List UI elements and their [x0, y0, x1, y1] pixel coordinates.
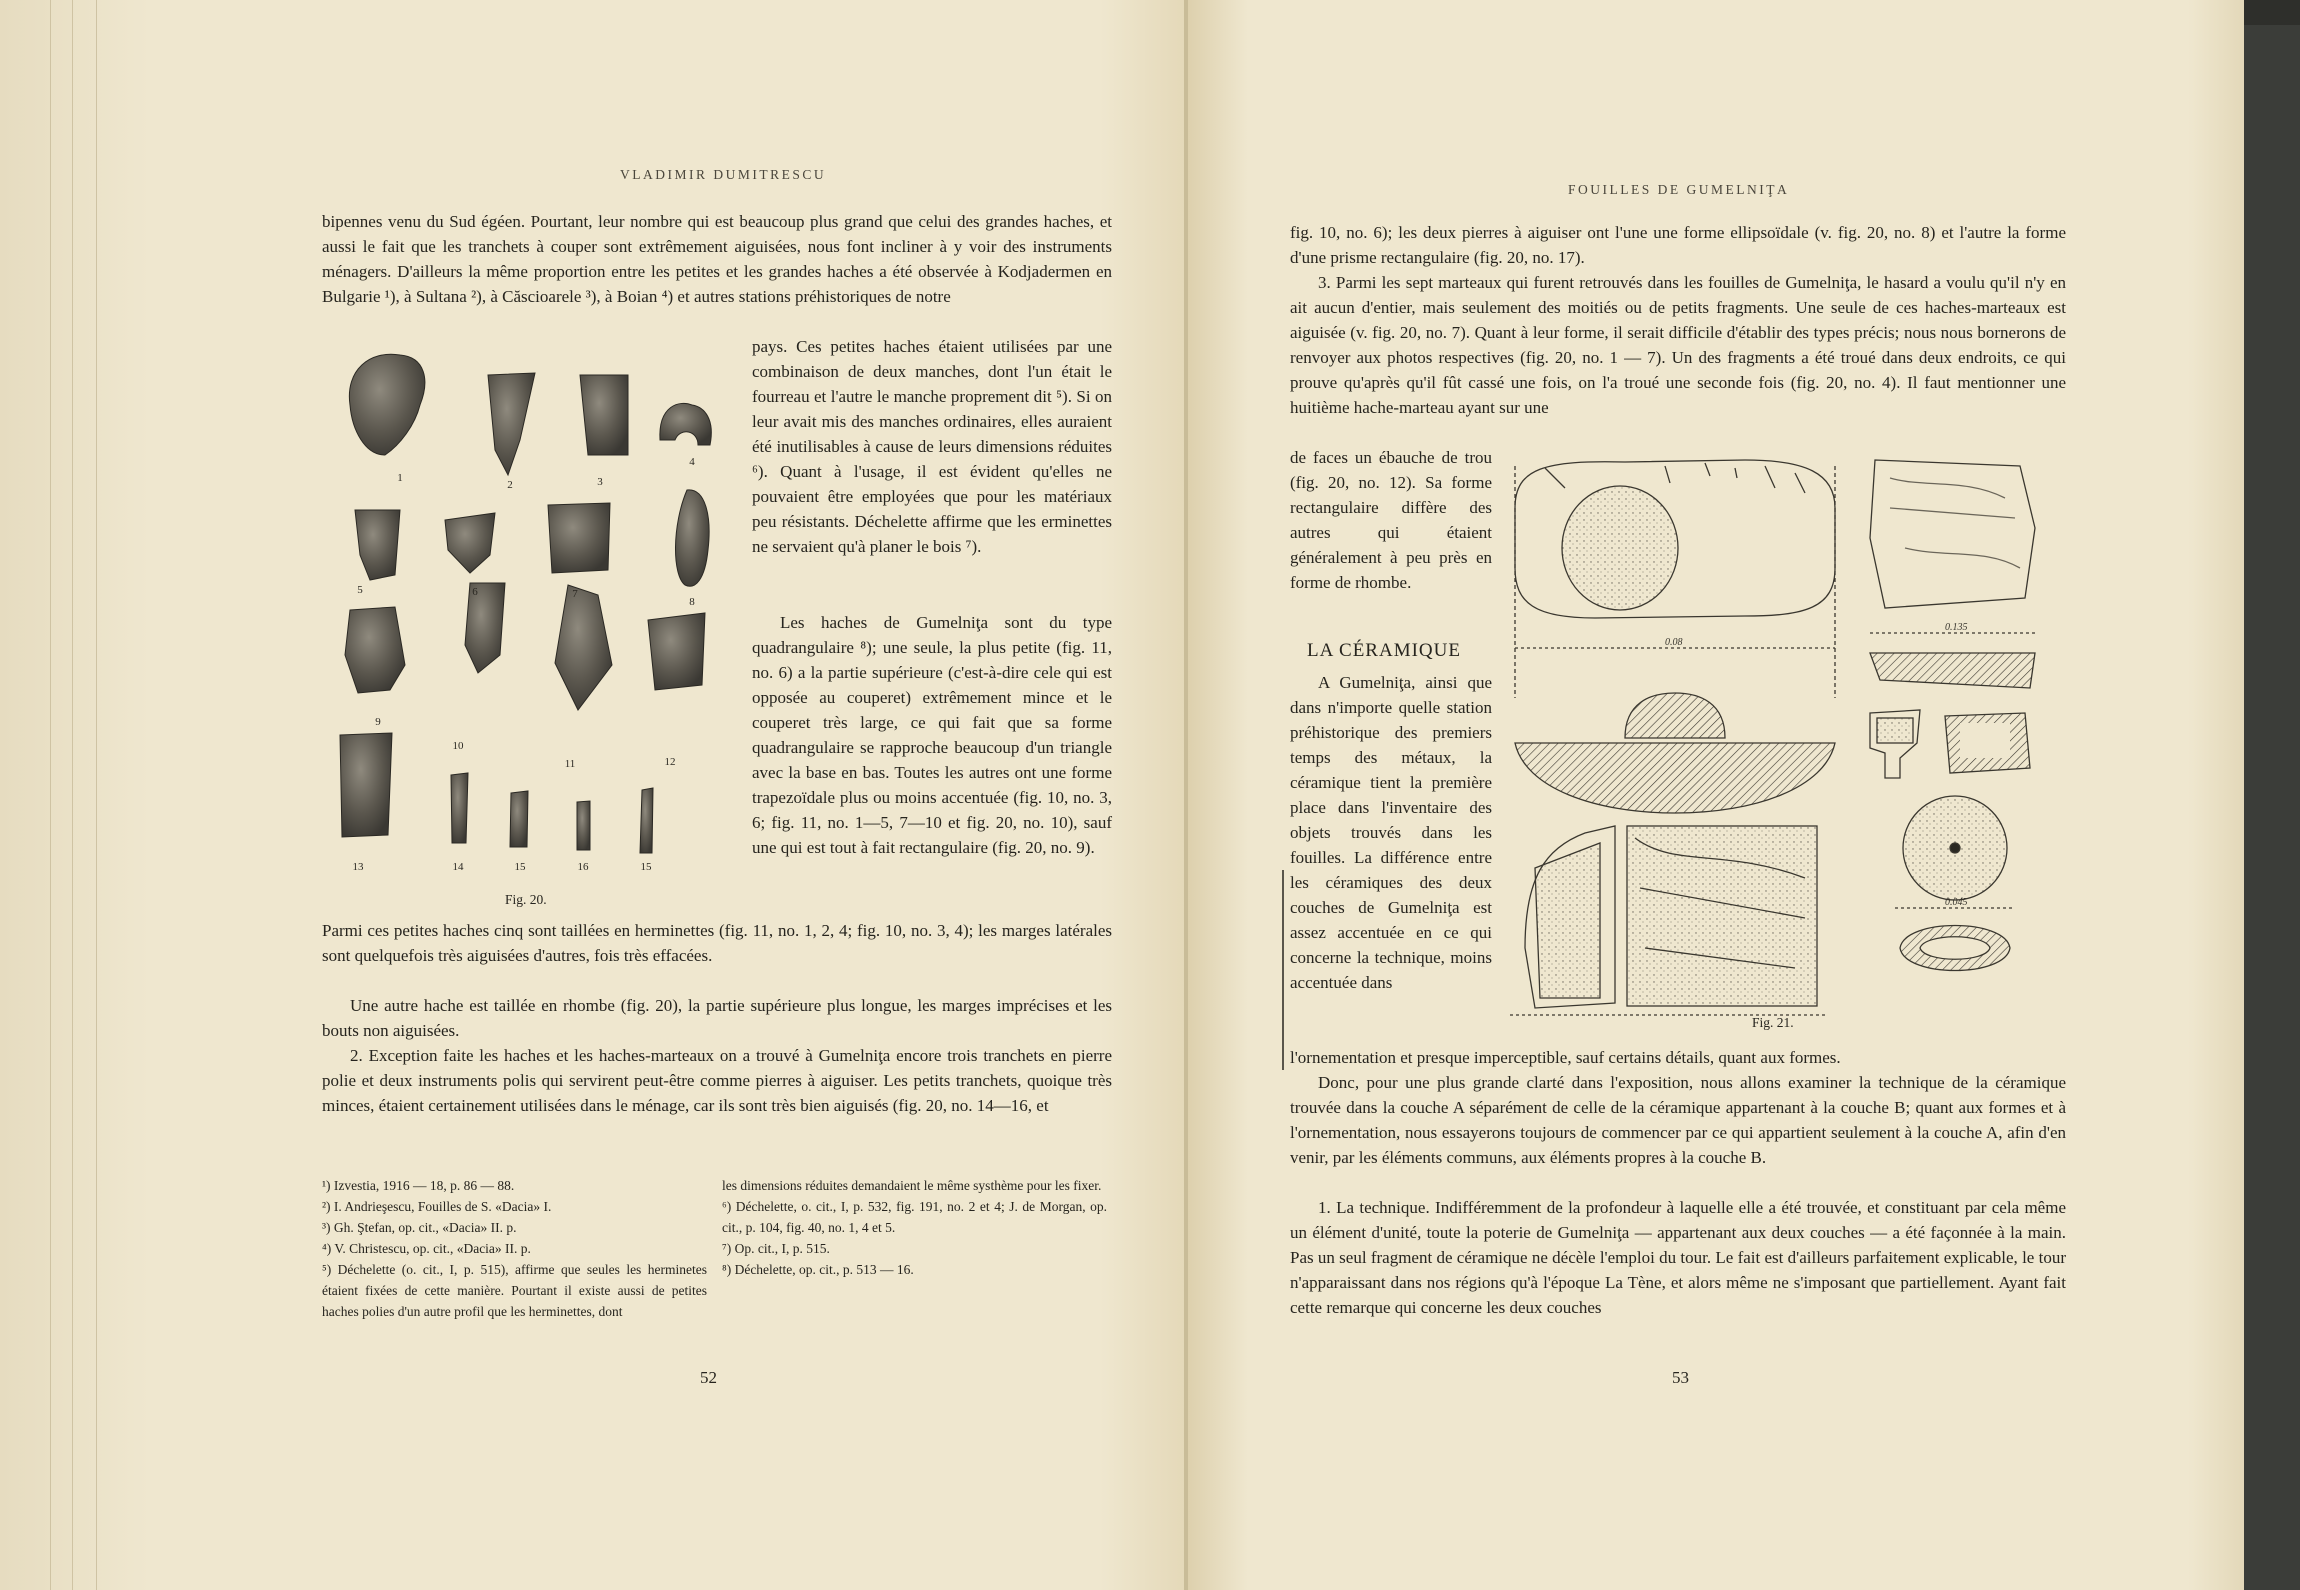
- paragraph: Donc, pour une plus grande clarté dans l'exposition, nous allons examiner la technique de la céramique trouvée dans la couche A séparément de celle de la céramique appartenant à la couche B; quant aux formes et à l'ornementation, nous essayerons toujours de commencer par ce qui appartient seulement à la couche A, afin d'en venir, par les éléments communs, aux éléments propres à la couche B.: [1290, 1073, 2066, 1167]
- axe-10: [465, 583, 505, 673]
- fig-number: 13: [352, 861, 364, 873]
- fig-number: 7: [572, 588, 578, 600]
- paragraph: 1. La technique. Indifféremment de la profondeur à laquelle elle a été trouvée, et constituant par cela même un élément d'unité, toute la poterie de Gumelniţa — appartenant aux deux couches — a été façonnée à la main. Pas un seul fragment de céramique ne décèle l'emploi du tour. Le fait est d'ailleurs parfaitement explicable, le tour n'apparaissant dans nos régions qu'à l'époque La Tène, et alors même ne s'imposant que partiellement. Ayant fait cette remarque qui concerne les deux couches: [1290, 1198, 2066, 1317]
- fig-number: 2: [507, 479, 513, 491]
- paragraph: l'ornementation et presque imperceptible, sauf certains détails, quant aux formes.: [1290, 1048, 1841, 1067]
- paragraph: bipennes venu du Sud égéen. Pourtant, leur nombre qui est beaucoup plus grand que celui des grandes haches, et aussi le fait que les tranchets à couper sont extrêmement aiguisées, nous font incliner à y voir des instruments ménagers. D'ailleurs la même proportion entre les petites et les grandes haches a été observée à Kodjadermen en Bulgarie ¹), à Sultana ²), à Căscioarele ³), à Boian ⁴) et autres stations préhistoriques de notre: [322, 212, 1112, 306]
- fragment-top-right: [1870, 460, 2035, 608]
- grinding-surface: [1562, 486, 1678, 610]
- axe-hammer-4: [660, 403, 711, 445]
- fig-number: 5: [357, 584, 363, 596]
- fragment-profile-right: [1870, 653, 2035, 688]
- section-title: LA CÉRAMIQUE: [1307, 640, 1461, 661]
- axe-3: [580, 375, 628, 455]
- fig-number: 8: [689, 596, 695, 608]
- paragraph: Une autre hache est taillée en rhombe (fig. 20), la partie supérieure plus longue, les marges imprécises et les bouts non aiguisées.: [322, 996, 1112, 1040]
- page-edge: [50, 0, 51, 1590]
- figure-20-caption: Fig. 20.: [505, 892, 547, 907]
- fig-number: 4: [689, 456, 695, 468]
- axe-rhombe-11: [555, 585, 612, 710]
- dim-label: 0.045: [1945, 897, 1968, 908]
- axe-6: [445, 513, 495, 573]
- figure-20-stone-tools: [330, 345, 730, 890]
- footnote: ³) Gh. Ştefan, op. cit., «Dacia» II. p.: [322, 1220, 517, 1235]
- page-edge: [96, 0, 97, 1590]
- paragraph: Parmi ces petites haches cinq sont taillées en herminettes (fig. 11, no. 1, 2, 4; fig. 10, no. 3, 4); les marges latérales sont quelquefois très aiguisées d'autres, fois très effacées.: [322, 921, 1112, 965]
- page-number-right: 53: [1672, 1368, 1689, 1387]
- paragraph: pays. Ces petites haches étaient utilisées par une combinaison de deux manches, dont l'un était le fourreau et l'autre le manche proprement dit ⁵). Si on leur avait mis des manches ordinaires, elles auraient été inutilisables à cause de leurs dimensions réduites ⁶). Quant à l'usage, il est évident qu'elles ne pouvaient être employées que pour les matériaux peu résistants. Déchelette affirme que les erminettes ne servaient qu'à planer le bois ⁷).: [752, 337, 1112, 556]
- footnote: ⁷) Op. cit., I, p. 515.: [722, 1241, 830, 1256]
- whetstone-8: [675, 490, 709, 586]
- fig-number: 1: [397, 472, 403, 484]
- fig-number: 15: [640, 861, 652, 873]
- figure-21-caption: Fig. 21.: [1752, 1015, 1794, 1030]
- footnote: ⁸) Déchelette, op. cit., p. 513 — 16.: [722, 1262, 914, 1277]
- fig-number: 10: [452, 740, 464, 752]
- axe-9: [345, 607, 405, 693]
- chisel-16: [577, 801, 590, 850]
- paragraph: A Gumelniţa, ainsi que dans n'importe quelle station préhistorique des premiers temps des métaux, la céramique tient la première place dans l'inventaire des objets trouvés dans les fouilles. La différence entre les céramiques des deux couches de Gumelniţa est assez accentuée en ce qui concerne la technique, moins accentuée dans: [1290, 673, 1492, 992]
- footnote: ⁶) Déchelette, o. cit., I, p. 532, fig. 191, no. 2 et 4; J. de Morgan, op. cit., p. 104, fig. 40, no. 1, 4 et 5.: [722, 1199, 1107, 1235]
- footnote: ⁴) V. Christescu, op. cit., «Dacia» II. p.: [322, 1241, 531, 1256]
- figure-21-technical-drawing: [1505, 448, 2065, 1028]
- footnotes-column-1: [322, 1175, 707, 1322]
- millstone-profile: [1515, 743, 1835, 813]
- fig-number: 3: [597, 476, 603, 488]
- paragraph: de faces un ébauche de trou (fig. 20, no. 12). Sa forme rectangulaire diffère des autres qui étaient généralement à peu près en forme de rhombe.: [1290, 448, 1492, 592]
- paragraph: fig. 10, no. 6); les deux pierres à aiguiser ont l'une une forme ellipsoïdale (v. fig. 20, no. 8) et l'autre la forme d'une prisme rectangulaire (fig. 20, no. 17).: [1290, 223, 2066, 267]
- footnote: ⁵) Déchelette (o. cit., I, p. 515), affirme que seules les herminetes étaient fixées de cette manière. Pourtant il existe aussi de petites haches polies d'un autre profil que les herminettes, dont: [322, 1262, 707, 1319]
- spindle-hole: [1950, 843, 1960, 853]
- fig-number: 9: [375, 716, 381, 728]
- fragment-front: [1627, 826, 1817, 1006]
- book-cover-edge: [2244, 25, 2300, 1590]
- fig-number: 12: [664, 756, 676, 768]
- margin-mark: [1282, 870, 1284, 1070]
- page-number-left: 52: [700, 1368, 717, 1387]
- fig-number: 14: [452, 861, 464, 873]
- running-head-right: FOUILLES DE GUMELNIŢA: [1568, 182, 1790, 197]
- fig-number: 6: [472, 586, 478, 598]
- footnote: les dimensions réduites demandaient le même systhème pour les fixer.: [722, 1178, 1102, 1193]
- axe-2: [488, 373, 535, 475]
- axe-hammer-1: [349, 354, 424, 455]
- paragraph: 2. Exception faite les haches et les haches-marteaux on a trouvé à Gumelniţa encore trois tranchets en pierre polie et deux instruments polis qui servirent peut-être comme pierres à aiguiser. Les petits tranchets, quoique très minces, étaient certainement utilisées dans le ménage, car ils sont très bien aiguisés (fig. 20, no. 14—16, et: [322, 1046, 1112, 1115]
- axe-5: [355, 510, 400, 580]
- footnote: ¹) Izvestia, 1916 — 18, p. 86 — 88.: [322, 1178, 515, 1193]
- footnotes-column-2: [722, 1175, 1107, 1280]
- chisel-15: [510, 791, 528, 847]
- running-head-left: VLADIMIR DUMITRESCU: [620, 167, 827, 182]
- paragraph: 3. Parmi les sept marteaux qui furent retrouvés dans les fouilles de Gumelniţa, le hasard a voulu qu'il n'y en ait aucun d'entier, mais seulement des moitiés ou de petits fragments. Une seule de ces haches-marteaux est aiguisée (v. fig. 20, no. 7). Quant à leur forme, il serait difficile d'établir des types précis; nous nous bornerons de renvoyer aux photos respectives (fig. 20, no. 1 — 7). Un des fragments a été troué dans deux endroits, ce qui prouve qu'après qu'il fût cassé une fois, on l'a troué une seconde fois (fig. 20, no. 4). Il faut mentionner une huitième hache-marteau ayant sur une: [1290, 273, 2066, 417]
- whetstone-17: [640, 788, 653, 853]
- paragraph: Les haches de Gumelniţa sont du type quadrangulaire ⁸); une seule, la plus petite (fig. 11, no. 6) a la partie supérieure (c'est-à-dire cele qui est opposée au couperet) extrêmement mince et le couperet très large, ce qui fait que sa forme quadrangulaire se rapproche beaucoup d'un triangle avec la base en bas. Toutes les autres ont une forme trapezoïdale plus ou moins accentuée (fig. 10, no. 3, 6; fig. 11, no. 1—5, 7—10 et fig. 20, no. 10), sauf une qui est tout à fait rectangulaire (fig. 20, no. 9).: [752, 613, 1112, 857]
- footnote: ²) I. Andrieşescu, Fouilles de S. «Dacia» I.: [322, 1199, 552, 1214]
- axe-7: [548, 503, 610, 573]
- fig-number: 15: [514, 861, 526, 873]
- grinder-profile: [1625, 693, 1725, 738]
- dim-label: 0.08: [1665, 637, 1683, 648]
- fig-number: 11: [564, 758, 576, 770]
- book-gutter: [1184, 0, 1188, 1590]
- axe-12: [648, 613, 705, 690]
- axe-13: [340, 733, 392, 837]
- dim-label: 0.135: [1945, 622, 1968, 633]
- page-edge: [72, 0, 73, 1590]
- chisel-14: [451, 773, 468, 843]
- fig-number: 16: [577, 861, 589, 873]
